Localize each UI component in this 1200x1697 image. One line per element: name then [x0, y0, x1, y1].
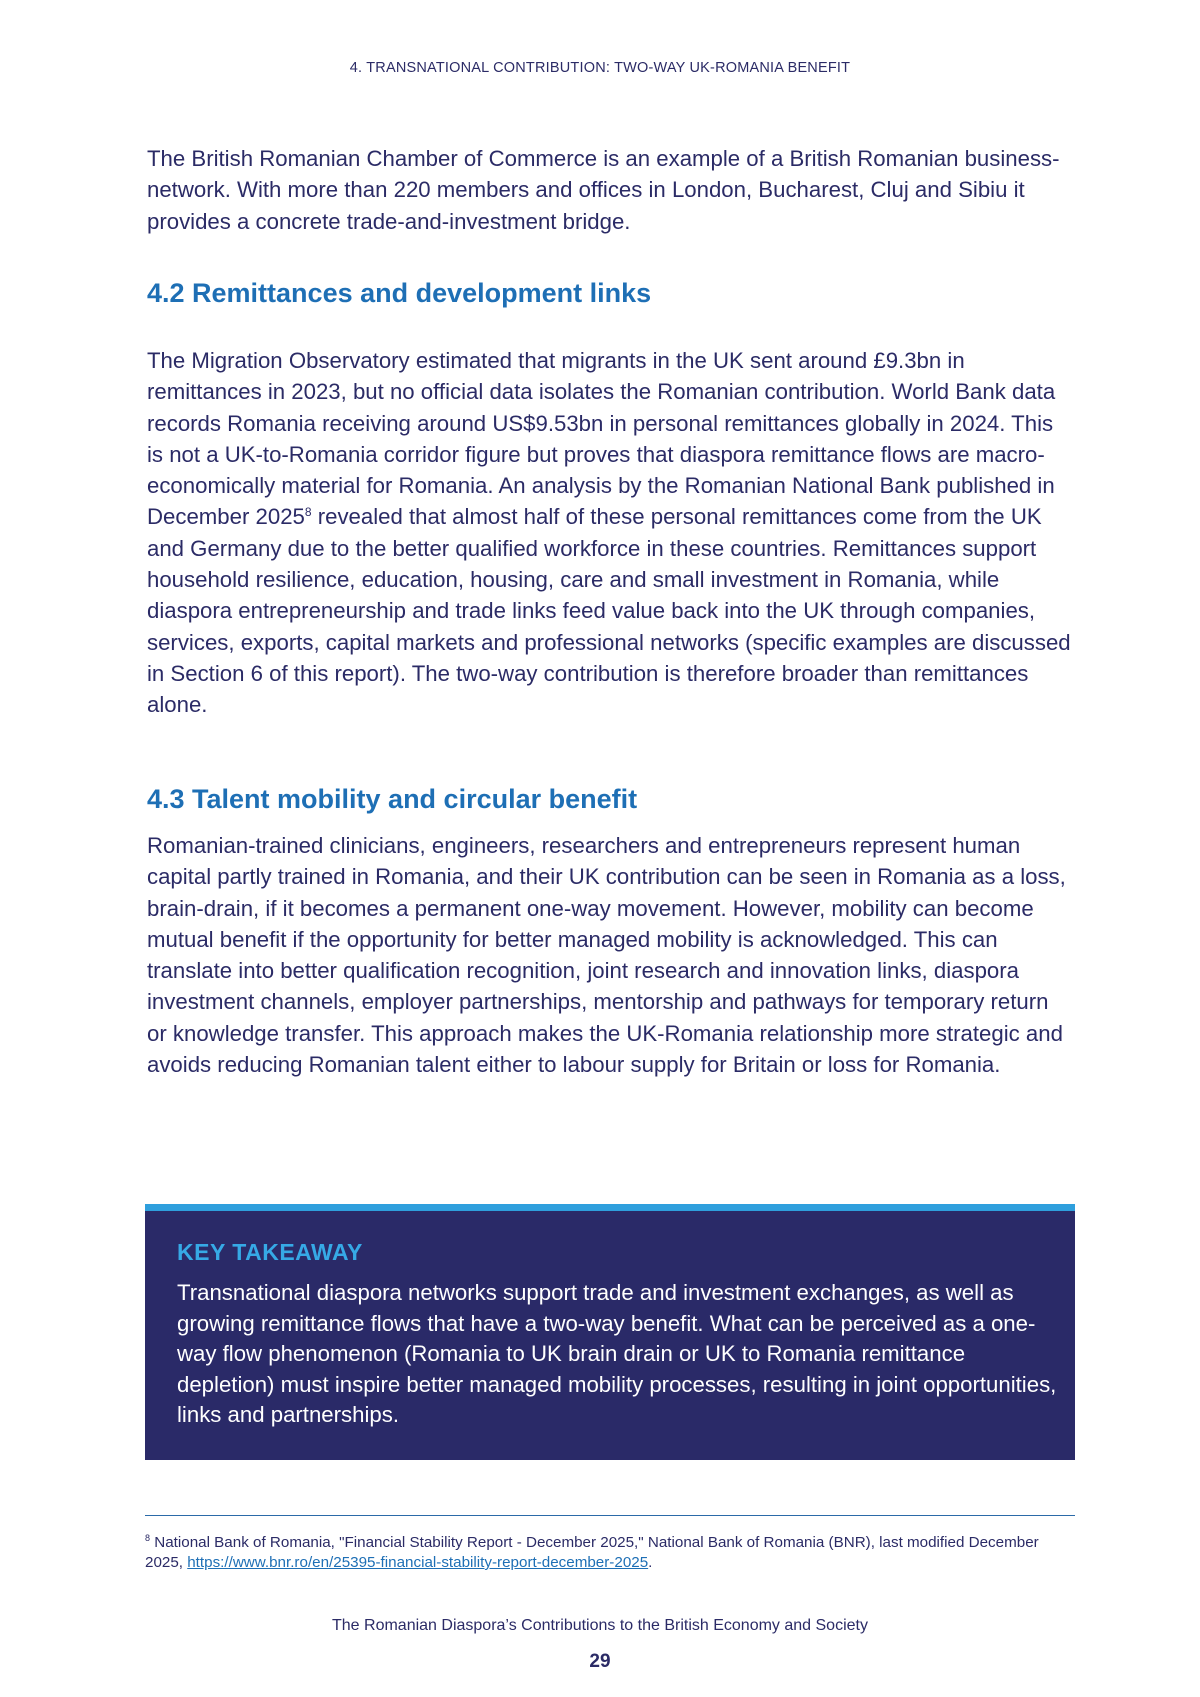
footnote-divider	[145, 1515, 1075, 1516]
page-number: 29	[589, 1651, 611, 1672]
section-heading-4-3: 4.3 Talent mobility and circular benefit	[147, 784, 638, 814]
running-head: 4. TRANSNATIONAL CONTRIBUTION: TWO-WAY UK-ROMANIA BENEFIT	[349, 60, 851, 76]
footer-document-title: The Romanian Diaspora’s Contributions to the British Economy and Society	[332, 1617, 868, 1634]
footnote-text: National Bank of Romania, "Financial Stability Report - December 2025," National Bank of Romania (BNR), last modified December 2025,	[145, 1534, 1039, 1571]
key-takeaway-title: KEY TAKEAWAY	[177, 1239, 363, 1265]
section-heading-4-2: 4.2 Remittances and development links	[147, 278, 652, 308]
footnote-link[interactable]: https://www.bnr.ro/en/25395-financial-stability-report-december-2025	[187, 1554, 649, 1571]
section-4-2-paragraph	[147, 345, 1072, 721]
section-4-2-text-part-1: The Migration Observatory estimated that migrants in the UK sent around £9.3bn in remittances in 2023, but no official data isolates the Romanian contribution. World Bank data records Romania receiving around US$9.53bn in personal remittances globally in 2024. This is not a UK-to-Romania corridor figure but proves that diaspora remittance flows are macro-economically material for Romania. An analysis by the Romanian National Bank published in December 2025	[147, 348, 1056, 530]
section-4-2-text-part-2: revealed that almost half of these personal remittances come from the UK and Germany due to the better qualified workforce in these countries. Remittances support household resilience, education, housing, care and small investment in Romania, while diaspora entrepreneurship and trade links feed value back into the UK through companies, services, exports, capital markets and professional networks (specific examples are discussed in Section 6 of this report). The two-way contribution is therefore broader than remittances alone.	[147, 504, 1071, 718]
section-4-3-paragraph: Romanian-trained clinicians, engineers, researchers and entrepreneurs represent human capital partly trained in Romania, and their UK contribution can be seen in Romania as a loss, brain-drain, if it becomes a permanent one-way movement. However, mobility can become mutual benefit if the opportunity for better managed mobility is acknowledged. This can translate into better qualification recognition, joint research and innovation links, diaspora investment channels, employer partnerships, mentorship and pathways for temporary return or knowledge transfer. This approach makes the UK-Romania relationship more strategic and avoids reducing Romanian talent either to labour supply for Britain or loss for Romania.	[147, 833, 1066, 1078]
footnote-number: 8	[145, 1533, 151, 1543]
key-takeaway-box	[145, 1204, 1075, 1460]
intro-paragraph: The British Romanian Chamber of Commerce is an example of a British Romanian business-network. With more than 220 members and offices in London, Bucharest, Cluj and Sibiu it provides a concrete trade-and-investment bridge.	[147, 146, 1060, 234]
footnote-end: .	[648, 1554, 653, 1571]
footnote-reference[interactable]: 8	[304, 505, 312, 520]
key-takeaway-text: Transnational diaspora networks support trade and investment exchanges, as well as growing remittance flows that have a two-way benefit. What can be perceived as a one-way flow phenomenon (Romania to UK brain drain or UK to Romania remittance depletion) must inspire better managed mobility processes, resulting in joint opportunities, links and partnerships.	[177, 1280, 1057, 1427]
footnote	[145, 1533, 1075, 1573]
